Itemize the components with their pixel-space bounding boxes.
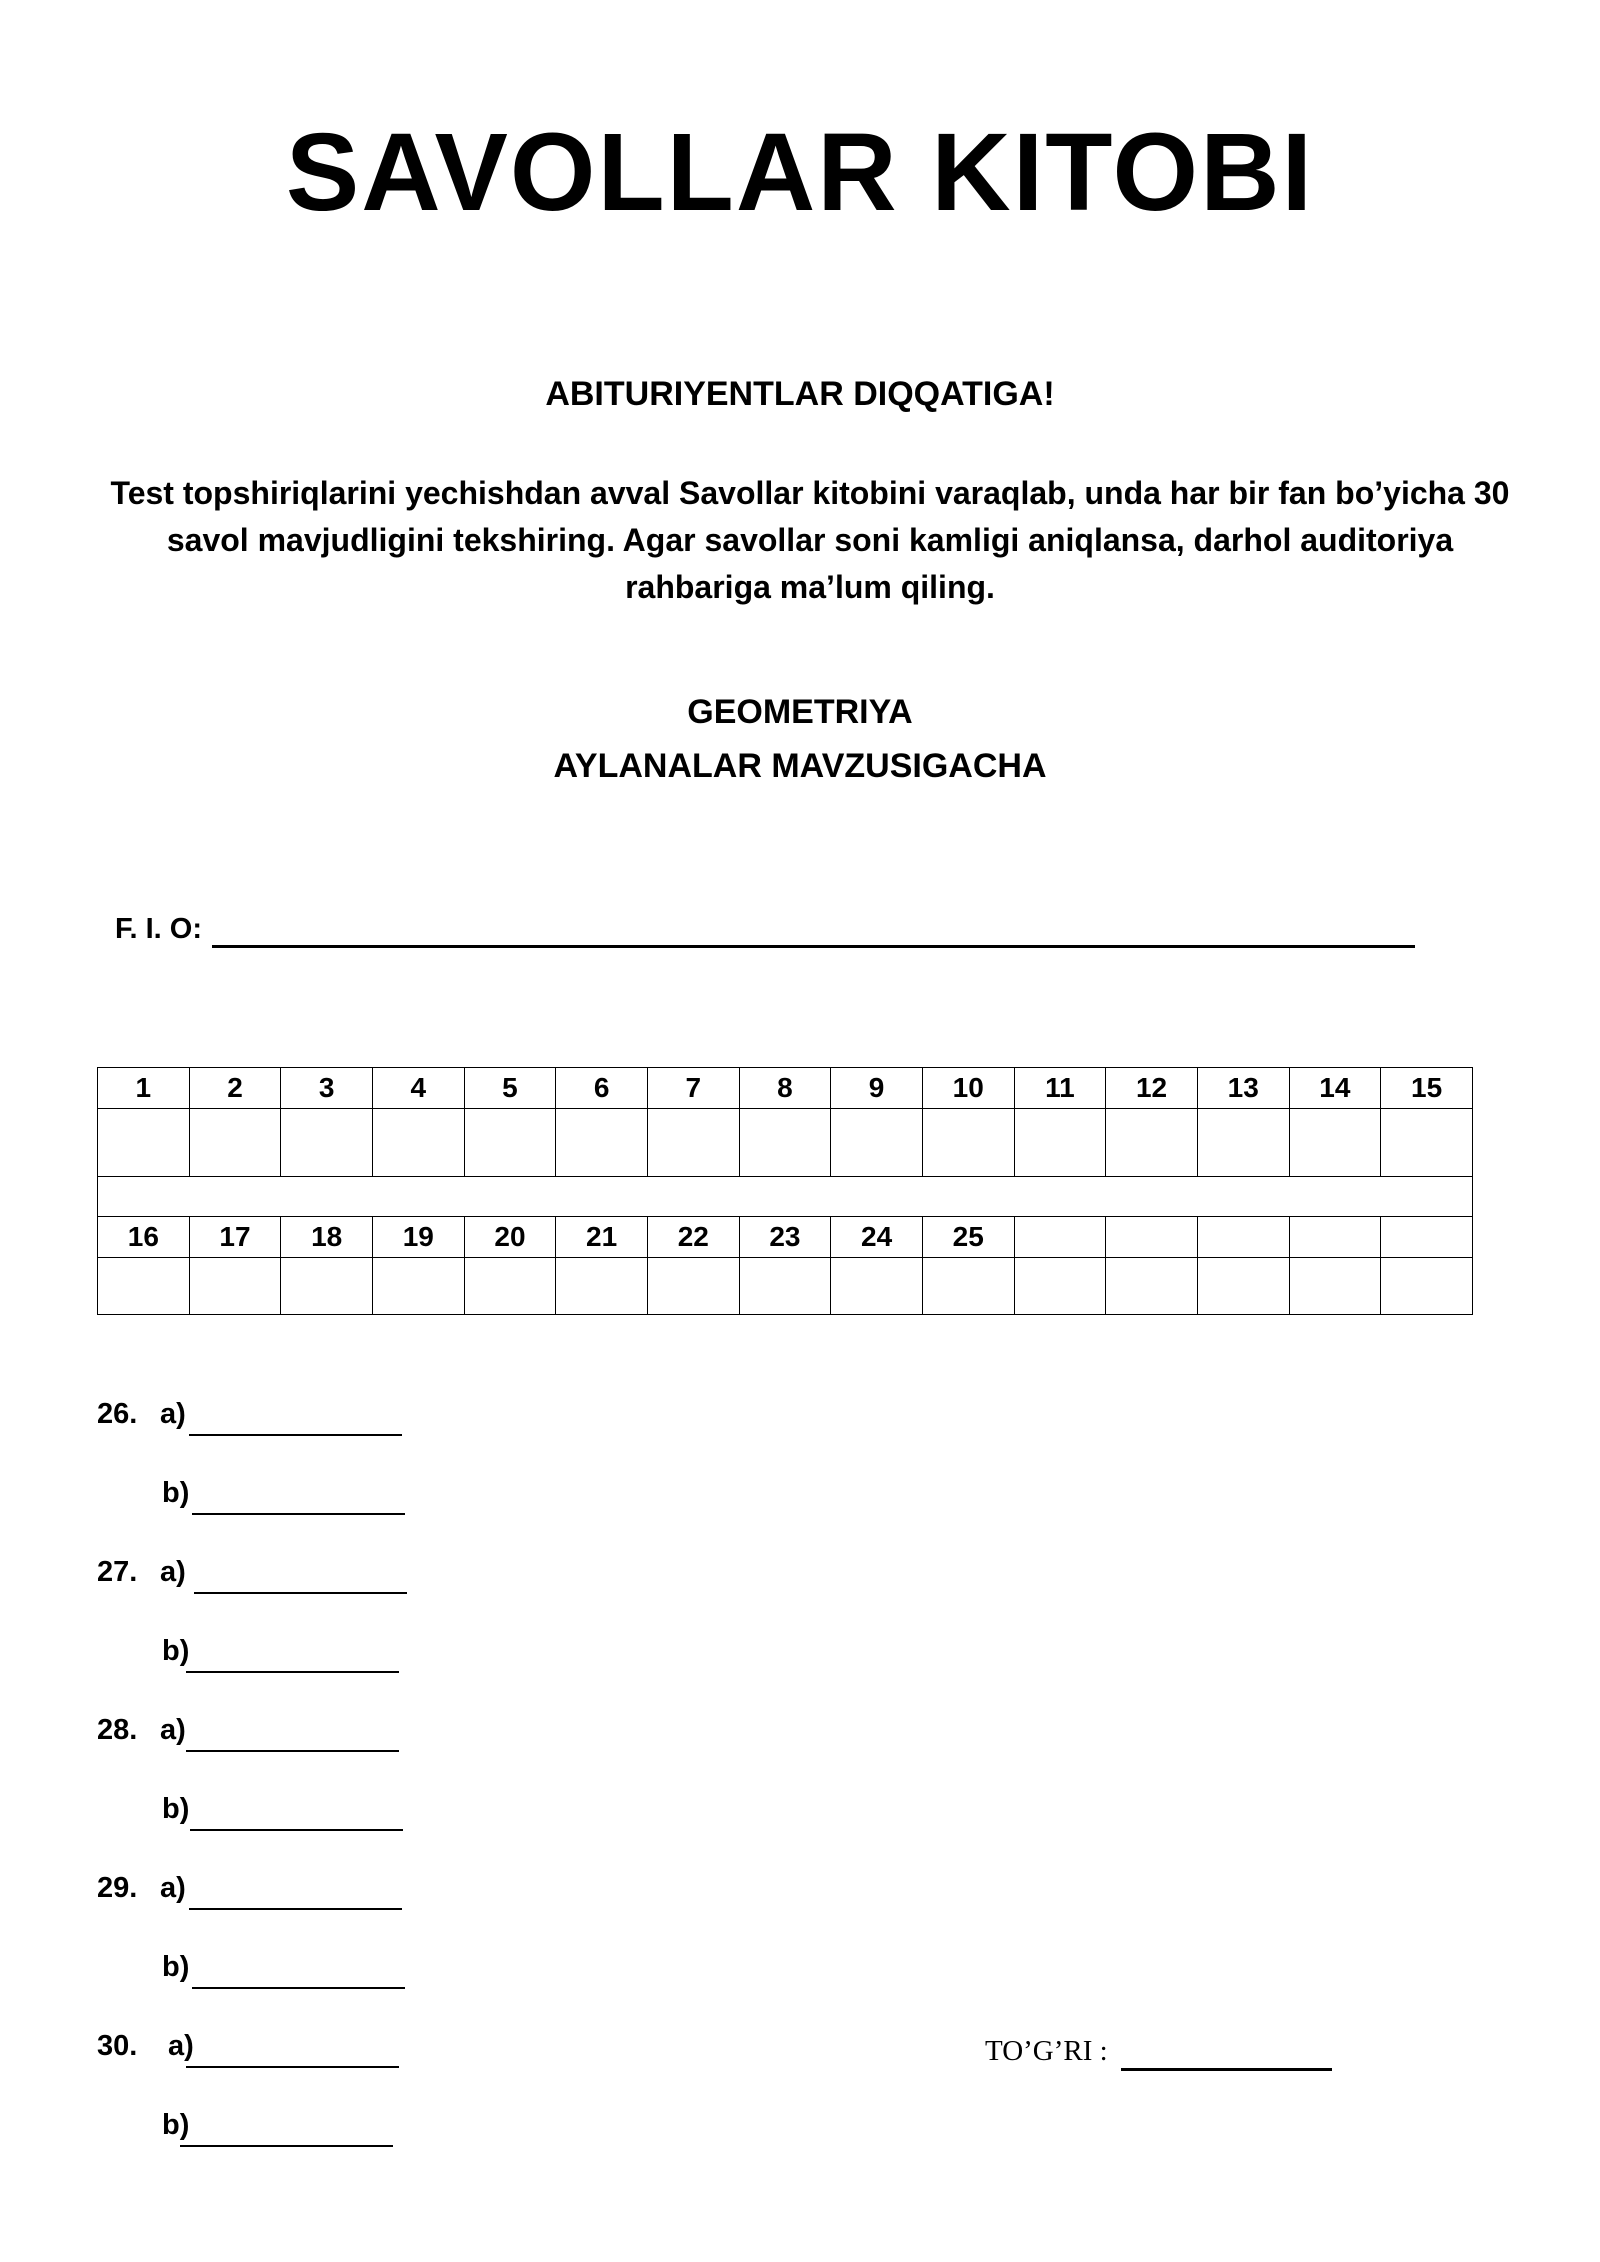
- part-b-label: b): [162, 1951, 190, 1983]
- answer-number-cell: 25: [922, 1217, 1014, 1258]
- part-b-label: b): [162, 1635, 190, 1667]
- answer-input-cell[interactable]: [922, 1109, 1014, 1177]
- answer-input-cell[interactable]: [1106, 1258, 1198, 1315]
- answer-input-cell[interactable]: [98, 1109, 190, 1177]
- part-b-label: b): [162, 1793, 190, 1825]
- subject-name: GEOMETRIYA: [687, 693, 913, 731]
- answer-input-cell[interactable]: [922, 1258, 1014, 1315]
- answer-input-cell[interactable]: [739, 1109, 831, 1177]
- fio-label: F. I. O:: [115, 913, 202, 945]
- answer-26b-field[interactable]: [192, 1513, 405, 1515]
- answer-input-cell[interactable]: [556, 1258, 648, 1315]
- answer-number-cell: 5: [464, 1068, 556, 1109]
- answer-number-cell: 6: [556, 1068, 648, 1109]
- part-a-label: a): [168, 2030, 194, 2062]
- question-number: 28.: [97, 1714, 138, 1746]
- question-number: 29.: [97, 1872, 138, 1904]
- answer-grid-separator-row: [98, 1177, 1473, 1217]
- answer-number-cell: 3: [281, 1068, 373, 1109]
- fio-field[interactable]: [212, 945, 1415, 948]
- answer-number-cell: 22: [647, 1217, 739, 1258]
- answer-28b-field[interactable]: [190, 1829, 403, 1831]
- part-b-label: b): [162, 1477, 190, 1509]
- answer-input-cell[interactable]: [1289, 1109, 1381, 1177]
- answer-number-cell: 2: [189, 1068, 281, 1109]
- question-number: 30.: [97, 2030, 138, 2062]
- answer-29b-field[interactable]: [192, 1987, 405, 1989]
- part-b-label: b): [162, 2109, 190, 2141]
- answer-grid-numbers-row-2: [98, 1217, 1473, 1258]
- answer-number-cell: 4: [372, 1068, 464, 1109]
- answer-number-cell: 21: [556, 1217, 648, 1258]
- answer-number-cell: 18: [281, 1217, 373, 1258]
- answer-input-cell[interactable]: [831, 1109, 923, 1177]
- answer-input-cell[interactable]: [1381, 1258, 1473, 1315]
- part-a-label: a): [160, 1714, 186, 1746]
- answer-number-cell: 1: [98, 1068, 190, 1109]
- answer-grid-input-row-2: [98, 1258, 1473, 1315]
- question-number: 26.: [97, 1398, 138, 1430]
- answer-number-cell: 11: [1014, 1068, 1106, 1109]
- answer-number-cell: 20: [464, 1217, 556, 1258]
- answer-input-cell[interactable]: [1197, 1258, 1289, 1315]
- answer-input-cell[interactable]: [464, 1258, 556, 1315]
- answer-input-cell[interactable]: [1014, 1109, 1106, 1177]
- answer-30a-field[interactable]: [186, 2066, 399, 2068]
- answer-input-cell[interactable]: [647, 1109, 739, 1177]
- answer-input-cell[interactable]: [98, 1258, 190, 1315]
- answer-input-cell[interactable]: [1106, 1109, 1198, 1177]
- answer-number-cell: 14: [1289, 1068, 1381, 1109]
- answer-input-cell[interactable]: [189, 1109, 281, 1177]
- answer-27a-field[interactable]: [194, 1592, 407, 1594]
- answer-number-cell: [1014, 1217, 1106, 1258]
- answer-number-cell: 12: [1106, 1068, 1198, 1109]
- answer-number-cell: [1197, 1217, 1289, 1258]
- answer-input-cell[interactable]: [1381, 1109, 1473, 1177]
- answer-27b-field[interactable]: [186, 1671, 399, 1673]
- answer-number-cell: [1381, 1217, 1473, 1258]
- answer-input-cell[interactable]: [281, 1109, 373, 1177]
- separator-cell: [98, 1177, 1473, 1217]
- answer-number-cell: 23: [739, 1217, 831, 1258]
- answer-number-cell: 16: [98, 1217, 190, 1258]
- answer-28a-field[interactable]: [186, 1750, 399, 1752]
- answer-input-cell[interactable]: [281, 1258, 373, 1315]
- page-title: SAVOLLAR KITOBI: [285, 111, 1315, 234]
- answer-number-cell: 24: [831, 1217, 923, 1258]
- answer-number-cell: 8: [739, 1068, 831, 1109]
- part-a-label: a): [160, 1398, 186, 1430]
- answer-30b-field[interactable]: [180, 2145, 393, 2147]
- answer-number-cell: 15: [1381, 1068, 1473, 1109]
- answer-input-cell[interactable]: [1014, 1258, 1106, 1315]
- answer-number-cell: 9: [831, 1068, 923, 1109]
- answer-number-cell: 19: [372, 1217, 464, 1258]
- part-a-label: a): [160, 1556, 186, 1588]
- question-number: 27.: [97, 1556, 138, 1588]
- answer-grid-input-row-1: [98, 1109, 1473, 1177]
- answer-input-cell[interactable]: [647, 1258, 739, 1315]
- answer-number-cell: [1289, 1217, 1381, 1258]
- answer-number-cell: 17: [189, 1217, 281, 1258]
- answer-number-cell: 10: [922, 1068, 1014, 1109]
- score-field[interactable]: [1121, 2068, 1332, 2071]
- answer-input-cell[interactable]: [372, 1109, 464, 1177]
- score-label: TO’G’RI :: [985, 2035, 1108, 2067]
- part-a-label: a): [160, 1872, 186, 1904]
- answer-number-cell: 13: [1197, 1068, 1289, 1109]
- answer-input-cell[interactable]: [1289, 1258, 1381, 1315]
- answer-grid-numbers-row-1: [98, 1068, 1473, 1109]
- answer-input-cell[interactable]: [372, 1258, 464, 1315]
- answer-input-cell[interactable]: [1197, 1109, 1289, 1177]
- instruction-text: Test topshiriqlarini yechishdan avval Savollar kitobini varaqlab, unda har bir fan bo’yicha 30 savol mavjudligini tekshiring. Agar savollar soni kamligi aniqlansa, darhol auditoriya rahbariga ma’lum qiling.: [110, 475, 1510, 605]
- attention-heading: ABITURIYENTLAR DIQQATIGA!: [545, 375, 1055, 413]
- answer-input-cell[interactable]: [739, 1258, 831, 1315]
- answer-number-cell: 7: [647, 1068, 739, 1109]
- answer-29a-field[interactable]: [189, 1908, 402, 1910]
- answer-input-cell[interactable]: [556, 1109, 648, 1177]
- answer-number-cell: [1106, 1217, 1198, 1258]
- answer-input-cell[interactable]: [831, 1258, 923, 1315]
- answer-input-cell[interactable]: [464, 1109, 556, 1177]
- answer-input-cell[interactable]: [189, 1258, 281, 1315]
- answer-grid: [97, 1067, 1473, 1315]
- answer-26a-field[interactable]: [189, 1434, 402, 1436]
- subject-topic: AYLANALAR MAVZUSIGACHA: [553, 747, 1047, 785]
